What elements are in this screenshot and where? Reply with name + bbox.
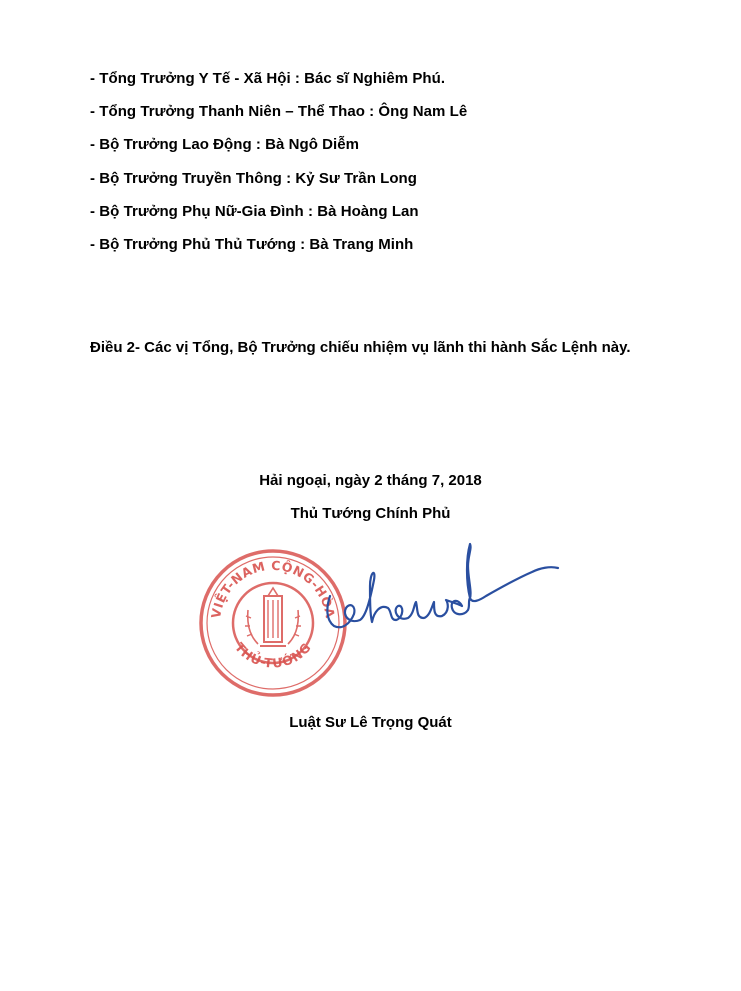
svg-text:THỦ-TƯỚNG xyxy=(232,639,314,670)
list-item: - Tổng Trưởng Thanh Niên – Thể Thao : Ông Nam Lê xyxy=(90,103,468,120)
list-item: - Tổng Trưởng Y Tế - Xã Hội : Bác sĩ Nghiêm Phú. xyxy=(90,70,446,87)
signer-name: Luật Sư Lê Trọng Quát xyxy=(289,714,452,731)
list-item: - Bộ Trưởng Truyền Thông : Kỷ Sư Trần Long xyxy=(90,170,417,187)
signer-title: Thủ Tướng Chính Phủ xyxy=(290,505,451,522)
handwritten-signature xyxy=(300,538,562,634)
article-2-paragraph: Điều 2- Các vị Tổng, Bộ Trưởng chiếu nhiệm vụ lãnh thi hành Sắc Lệnh này. xyxy=(90,339,631,356)
list-item: - Bộ Trưởng Phủ Thủ Tướng : Bà Trang Minh xyxy=(90,236,414,253)
seal-top-text: VIỆT-NAM CỘNG-HÒA xyxy=(208,557,338,620)
list-item: - Bộ Trưởng Phụ Nữ-Gia Đình : Bà Hoàng Lan xyxy=(90,203,419,220)
list-item: - Bộ Trưởng Lao Động : Bà Ngô Diễm xyxy=(90,136,360,153)
date-line: Hải ngoại, ngày 2 tháng 7, 2018 xyxy=(259,472,482,489)
seal-bottom-text: THỦ-TƯỚNG xyxy=(231,639,315,671)
